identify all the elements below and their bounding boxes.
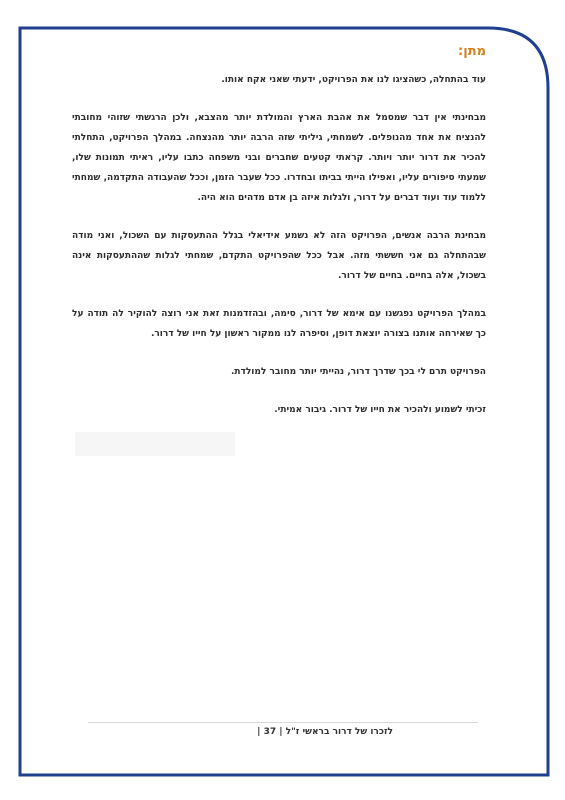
paragraph: עוד בהתחלה, כשהציגו לנו את הפרויקט, ידעתי שאני אקח אותו. <box>221 75 486 85</box>
page-footer: לזכרו של דרור בראשי ז"ל | 37 | <box>257 727 393 737</box>
main-content <box>72 42 486 438</box>
paragraph: זכיתי לשמוע ולהכיר את חייו של דרור. גיבור אמיתי. <box>274 405 486 415</box>
paragraph: מבחינת הרבה אנשים, הפרויקט הזה לא נשמע אידיאלי בגלל ההתעסקות עם השכול, ואני מודה שבהתחלה גם אני חששתי מזה. אבל ככל שהפרויקט התקדם, שמחתי לגלות שההתעסקות אינה בשכול, אלה בחיים. בחיים של דרור. <box>72 231 486 281</box>
faded-text-artifact <box>75 432 235 456</box>
footer-divider <box>88 722 478 723</box>
paragraph: הפרויקט תרם לי בכך שדרך דרור, נהייתי יותר מחובר למולדת. <box>231 367 486 377</box>
paragraph: מבחינתי אין דבר שמסמל את אהבת הארץ והמולדת יותר מהצבא, ולכן הרגשתי שזוהי מחובתי להנציח את אחד מהנופלים. לשמחתי, גיליתי שזה הרבה יותר מהנצחה. במהלך הפרויקט, התחלתי להכיר את דרור יותר ויותר. קראתי קטעים שחברים ובני משפחה כתבו עליו, ראיתי תמונות שלו, שמעתי סיפורים עליו, ואפילו הייתי בביתו ובחדרו. ככל שעבר הזמן, וככל שהעבודה התקדמה, שמחתי ללמוד עוד ועוד דברים על דרור, ולגלות איזה בן אדם מדהים הוא היה. <box>72 113 486 203</box>
paragraph: במהלך הפרויקט נפגשנו עם אימא של דרור, סימה, ובהזדמנות זאת אני רוצה להוקיר לה תודה על כך שאירחה אותנו בצורה יוצאת דופן, וסיפרה לנו ממקור ראשון על חייו של דרור. <box>72 309 486 339</box>
section-heading: מתן: <box>458 44 486 59</box>
